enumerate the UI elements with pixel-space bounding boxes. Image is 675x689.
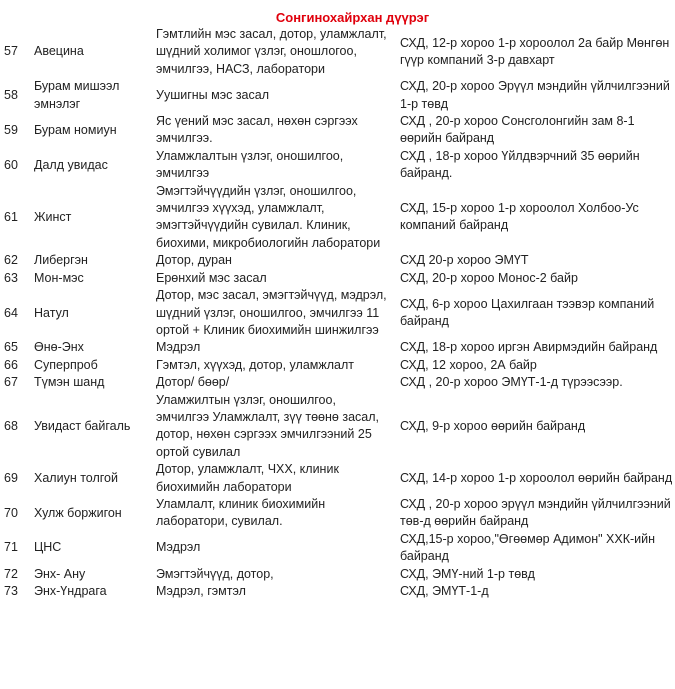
clinic-address: СХД, ЭМҮ-ний 1-р төвд xyxy=(400,566,535,581)
clinic-address: СХД , 20-р хороо эрүүл мэндийн үйлчилгээний төв-д өөрийн байранд xyxy=(400,496,671,529)
row-number: 58 xyxy=(4,87,18,102)
row-number: 64 xyxy=(4,305,18,320)
clinic-name: Суперпроб xyxy=(34,357,98,372)
row-number: 59 xyxy=(4,122,18,137)
table-row xyxy=(0,374,675,391)
clinic-services: Уламжилтын үзлэг, оношилгоо, эмчилгээ Уламжлалт, зүү төөнө засал, дотор, нөхөн сэргээх эмчилгээний 25 ортой сувилал xyxy=(156,392,379,459)
clinic-address: СХД, ЭМҮТ-1-д xyxy=(400,584,489,598)
table-row xyxy=(0,270,675,287)
clinic-services: Яс үений мэс засал, нөхөн сэргээх эмчилгээ. xyxy=(156,114,358,146)
clinic-address: СХД, 20-р хороо Монос-2 байр xyxy=(400,270,578,285)
row-number: 70 xyxy=(4,505,18,520)
clinic-name: Натул xyxy=(34,305,69,320)
table-row xyxy=(0,531,675,566)
clinic-services: Гэмтэл, хүүхэд, дотор, уламжлалт xyxy=(156,357,354,372)
clinic-services: Дотор/ бөөр/ xyxy=(156,375,230,390)
clinic-services: Эмэгтэйчүүдийн үзлэг, оношилгоо, эмчилгээ хүүхэд, уламжлалт, эмэгтэйчүүдийн сувилал. Клиник, биохими, микробиологийн лаборатори xyxy=(156,183,381,250)
row-number: 67 xyxy=(4,375,18,390)
table-row xyxy=(0,113,675,148)
table-row xyxy=(0,26,675,78)
clinic-address: СХД,15-р хороо,"Өгөөмөр Адимон" ХХК-ийн байранд xyxy=(400,531,656,564)
clinic-address: СХД, 9-р хороо өөрийн байранд xyxy=(400,418,586,433)
clinic-services: Гэмтлийн мэс засал, дотор, уламжлалт, шүдний холимог үзлэг, оношлогоо, эмчилгээ, НАСЗ, лаборатори xyxy=(156,27,387,76)
clinic-services: Дотор, дуран xyxy=(156,253,232,268)
row-number: 61 xyxy=(4,209,18,224)
row-number: 63 xyxy=(4,270,18,285)
clinic-name: Авецина xyxy=(34,44,84,59)
table-row xyxy=(0,78,675,113)
row-number: 72 xyxy=(4,566,18,581)
row-number: 57 xyxy=(4,44,18,59)
clinic-services: Эмэгтэйчүүд, дотор, xyxy=(156,566,274,581)
clinic-services: Уламжлалтын үзлэг, оношилгоо, эмчилгээ xyxy=(156,148,344,181)
clinic-name: Хулж боржигон xyxy=(34,505,122,520)
table-row xyxy=(0,392,675,462)
clinic-services: Дотор, мэс засал, эмэгтэйчүүд, мэдрэл, шүдний үзлэг, оношилгоо, эмчилгээ 11 ортой + Клиник биохимийн шинжилгээ xyxy=(156,288,387,337)
table-row xyxy=(0,287,675,339)
district-title: Сонгинохайрхан дүүрэг xyxy=(275,10,430,25)
clinic-name: Энх-Үндрага xyxy=(34,584,107,598)
row-number: 68 xyxy=(4,418,18,433)
row-number: 60 xyxy=(4,157,18,172)
clinic-address: СХД, 15-р хороо 1-р хороолол Холбоо-Ус компаний байранд xyxy=(400,201,639,233)
clinic-name: Бурам мишээл эмнэлэг xyxy=(34,79,120,111)
clinic-name: Халиун толгой xyxy=(34,470,118,485)
clinic-name: ЦНС xyxy=(34,540,62,555)
clinic-address: СХД, 18-р хороо иргэн Авирмэдийн байранд xyxy=(400,340,658,355)
row-number: 71 xyxy=(4,540,18,555)
table-row xyxy=(0,583,675,600)
clinic-address: СХД , 18-р хороо Үйлдвэрчний 35 өөрийн байранд. xyxy=(400,148,640,181)
clinic-address: СХД , 20-р хороо ЭМҮТ-1-д түрээсээр. xyxy=(400,375,623,390)
row-number: 73 xyxy=(4,584,18,598)
clinic-name: Мон-мэс xyxy=(34,270,84,285)
row-number: 65 xyxy=(4,340,18,355)
row-number: 62 xyxy=(4,253,18,268)
clinic-address: СХД , 20-р хороо Сонсголонгийн зам 8-1 өөрийн байранд xyxy=(400,114,635,146)
clinic-name: Жинст xyxy=(34,209,72,224)
row-number: 69 xyxy=(4,470,18,485)
table-row xyxy=(0,357,675,374)
clinic-name: Бурам номиун xyxy=(34,122,117,137)
clinic-address: СХД 20-р хороо ЭМҮТ xyxy=(400,253,529,268)
table-row xyxy=(0,148,675,183)
table-row xyxy=(0,461,675,496)
clinic-name: Либергэн xyxy=(34,253,88,268)
clinic-name: Энх- Ану xyxy=(34,566,86,581)
clinic-name: Өнө-Энх xyxy=(34,340,84,355)
clinic-address: СХД, 12 хороо, 2А байр xyxy=(400,357,537,372)
clinic-services: Мэдрэл xyxy=(156,340,201,355)
table-row xyxy=(0,566,675,583)
clinic-table xyxy=(0,26,675,600)
clinic-address: СХД, 14-р хороо 1-р хороолол өөрийн байранд xyxy=(400,470,673,485)
clinic-services: Мэдрэл, гэмтэл xyxy=(156,584,246,598)
clinic-name: Увидаст байгаль xyxy=(34,418,131,433)
clinic-name: Түмэн шанд xyxy=(34,375,105,390)
clinic-name: Далд увидас xyxy=(34,157,108,172)
clinic-services: Уламлалт, клиник биохимийн лаборатори, сувилал. xyxy=(156,496,326,529)
clinic-services: Дотор, уламжлалт, ЧХХ, клиник биохимийн лаборатори xyxy=(156,462,339,494)
clinic-address: СХД, 12-р хороо 1-р хороолол 2а байр Мөнгөн гүүр компаний 3-р давхарт xyxy=(400,35,670,68)
table-row xyxy=(0,183,675,253)
clinic-address: СХД, 20-р хороо Эрүүл мэндийн үйлчилгээний 1-р төвд xyxy=(400,79,670,111)
clinic-address: СХД, 6-р хороо Цахилгаан тээвэр компаний байранд xyxy=(400,296,655,329)
table-row xyxy=(0,339,675,356)
table-row xyxy=(0,496,675,531)
clinic-table-body xyxy=(0,26,675,600)
clinic-services: Уушигны мэс засал xyxy=(156,87,269,102)
clinic-services: Мэдрэл xyxy=(156,540,201,555)
row-number: 66 xyxy=(4,357,18,372)
table-row xyxy=(0,252,675,269)
clinic-services: Ерөнхий мэс засал xyxy=(156,270,267,285)
